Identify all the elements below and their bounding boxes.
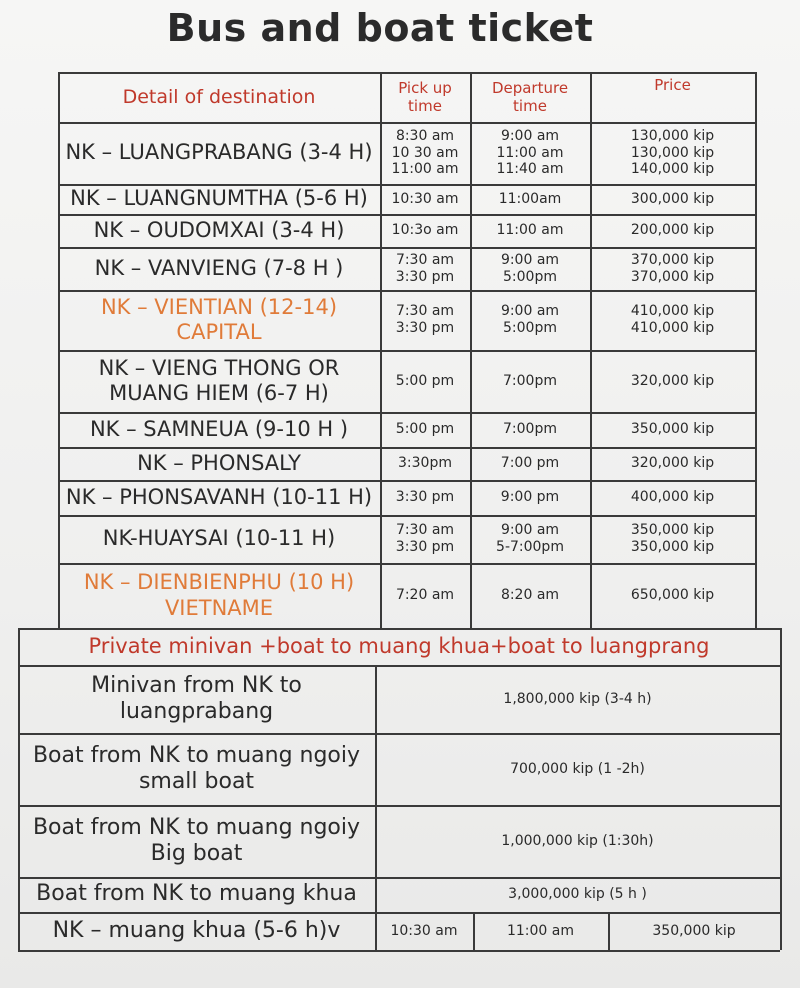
route-pickup: [380, 563, 470, 628]
route-destination-line: NK – VANVIENG (7-8 H ): [94, 255, 344, 280]
row-divider: [18, 733, 780, 735]
route-price-value: 370,000 kip: [630, 268, 715, 285]
row-divider: [18, 628, 780, 630]
pickup-time: 3:30 pm: [395, 539, 455, 555]
route-price: [590, 122, 755, 184]
private-route-line: Minivan from NK to: [91, 672, 302, 698]
route-departure: [470, 412, 590, 447]
header-departure-line: Departure: [491, 79, 569, 97]
private-route-price: 1,800,000 kip (3-4 h): [503, 690, 652, 707]
pickup-time: 10 30 am: [391, 144, 459, 161]
route-destination-line: NK – SAMNEUA (9-10 H ): [89, 416, 349, 441]
private-route-line: luangprabang: [119, 699, 274, 724]
route-pickup: [380, 290, 470, 350]
route-destination-line: MUANG HIEM (6-7 H): [109, 381, 329, 405]
departure-time: 8:20 am: [500, 587, 560, 604]
route-price-value: 370,000 kip: [630, 251, 715, 268]
route-price: [590, 214, 755, 247]
route-pickup: [380, 122, 470, 184]
row-divider: [18, 877, 780, 879]
row-divider: [58, 412, 755, 414]
header-departure-line: time: [513, 97, 547, 115]
route-price: [590, 480, 755, 515]
route-departure: [470, 184, 590, 214]
private-route-destination: [18, 665, 375, 733]
column-divider: [755, 72, 757, 628]
row-divider: [58, 563, 755, 565]
last-route-pickup: 10:30 am: [390, 922, 458, 939]
row-divider: [58, 214, 755, 216]
departure-time: 5:00pm: [503, 268, 557, 285]
route-destination-line: NK – VIENTIAN (12-14): [100, 294, 338, 319]
last-route-destination: NK – muang khua (5-6 h)v: [52, 917, 341, 943]
column-divider: [380, 72, 382, 628]
pickup-time: 3:30 pm: [395, 489, 455, 506]
departure-time: 9:00 am: [500, 303, 560, 320]
route-price: [590, 412, 755, 447]
route-price-value: 650,000 kip: [630, 587, 715, 604]
route-price-value: 410,000 kip: [630, 320, 715, 336]
route-price-value: 130,000 kip: [630, 127, 715, 144]
departure-time: 9:00 am: [500, 251, 560, 268]
page-title: Bus and boat ticket: [166, 6, 594, 50]
pickup-time: 10:3o am: [391, 222, 459, 239]
row-divider: [58, 247, 755, 249]
row-divider: [58, 290, 755, 292]
route-destination-line: NK – PHONSAVANH (10-11 H): [65, 484, 373, 509]
departure-time: 9:00 am: [500, 522, 560, 539]
pickup-time: 10:30 am: [391, 190, 459, 207]
route-pickup: [380, 184, 470, 214]
private-route-destination: [18, 877, 375, 912]
departure-time: 11:00 am: [496, 222, 564, 239]
private-route-line: Boat from NK to muang khua: [36, 881, 357, 907]
route-price-value: 410,000 kip: [630, 303, 715, 320]
row-divider: [18, 950, 780, 952]
route-price-value: 320,000 kip: [630, 455, 715, 472]
route-pickup: [380, 447, 470, 480]
route-price: [590, 290, 755, 350]
route-pickup: [380, 480, 470, 515]
route-destination: [58, 247, 380, 290]
row-divider: [58, 447, 755, 449]
departure-time: 7:00pm: [503, 372, 557, 389]
route-departure: [470, 290, 590, 350]
route-pickup: [380, 412, 470, 447]
private-route-line: small boat: [138, 769, 255, 794]
private-route-price: 1,000,000 kip (1:30h): [501, 832, 654, 849]
route-departure: [470, 515, 590, 563]
header-departure: [470, 72, 590, 122]
last-route-price: 350,000 kip: [652, 922, 736, 939]
pickup-time: 7:30 am: [395, 251, 455, 268]
route-destination: [58, 290, 380, 350]
header-destination: Detail of destination: [122, 85, 316, 108]
route-price-value: 300,000 kip: [630, 190, 715, 207]
departure-time: 5:00pm: [503, 320, 557, 336]
departure-time: 7:00 pm: [500, 455, 560, 472]
row-divider: [58, 184, 755, 186]
private-route-price: 700,000 kip (1 -2h): [510, 760, 645, 777]
route-destination: [58, 447, 380, 480]
column-divider: [18, 628, 20, 950]
row-divider: [58, 480, 755, 482]
route-departure: [470, 480, 590, 515]
route-price: [590, 184, 755, 214]
route-destination-line: NK – OUDOMXAI (3-4 H): [93, 217, 345, 242]
route-destination: [58, 480, 380, 515]
pickup-time: 8:30 am: [395, 127, 455, 144]
route-destination: [58, 515, 380, 563]
private-route-destination: [18, 805, 375, 877]
route-price: [590, 247, 755, 290]
departure-time: 11:00am: [498, 190, 562, 207]
route-destination: [58, 412, 380, 447]
header-pickup-line: time: [408, 97, 442, 115]
departure-time: 11:40 am: [496, 161, 564, 178]
private-route-price: 3,000,000 kip (5 h ): [508, 886, 647, 903]
route-destination-line: NK – PHONSALY: [137, 450, 301, 475]
last-route-departure: 11:00 am: [506, 922, 574, 939]
departure-time: 11:00 am: [496, 144, 564, 161]
route-price-value: 130,000 kip: [630, 144, 715, 161]
route-price-value: 200,000 kip: [630, 222, 715, 239]
private-section-title: Private minivan +boat to muang khua+boat to luangprang: [88, 633, 710, 658]
route-price-value: 400,000 kip: [630, 489, 715, 506]
pickup-time: 5:00 pm: [395, 372, 455, 389]
route-departure: [470, 247, 590, 290]
pickup-time: 3:30 pm: [395, 320, 455, 336]
route-destination: [58, 214, 380, 247]
column-divider: [375, 665, 377, 950]
route-destination-line: NK – VIENG THONG OR: [98, 355, 340, 380]
private-route-line: Boat from NK to muang ngoiy: [32, 742, 361, 768]
route-departure: [470, 350, 590, 412]
route-price: [590, 515, 755, 563]
route-destination: [58, 184, 380, 214]
private-route-line: Boat from NK to muang ngoiy: [32, 814, 361, 840]
column-divider: [780, 628, 782, 950]
header-pickup: [380, 72, 470, 122]
route-price: [590, 350, 755, 412]
route-price: [590, 447, 755, 480]
route-price-value: 350,000 kip: [630, 539, 715, 555]
header-price: Price: [654, 76, 691, 94]
row-divider: [58, 122, 755, 124]
row-divider: [18, 665, 780, 667]
row-divider: [58, 350, 755, 352]
route-price-value: 350,000 kip: [630, 421, 715, 438]
pickup-time: 7:30 am: [395, 303, 455, 320]
route-destination-line: VIETNAME: [164, 595, 274, 620]
departure-time: 9:00 am: [500, 127, 560, 144]
route-departure: [470, 122, 590, 184]
route-destination-line: CAPITAL: [176, 320, 262, 344]
route-pickup: [380, 515, 470, 563]
departure-time: 5-7:00pm: [496, 539, 564, 555]
private-route-destination: [18, 733, 375, 805]
departure-time: 9:00 pm: [500, 489, 560, 506]
private-route-line: Big boat: [150, 841, 243, 866]
route-pickup: [380, 247, 470, 290]
route-destination-line: NK-HUAYSAI (10-11 H): [102, 526, 336, 551]
route-price: [590, 563, 755, 628]
pickup-time: 3:30 pm: [395, 268, 455, 285]
pickup-time: 11:00 am: [391, 161, 459, 178]
route-destination: [58, 563, 380, 628]
route-price-value: 350,000 kip: [630, 522, 715, 539]
route-destination: [58, 350, 380, 412]
route-destination-line: NK – DIENBIENPHU (10 H): [83, 570, 355, 595]
row-divider: [18, 805, 780, 807]
route-departure: [470, 447, 590, 480]
route-destination: [58, 122, 380, 184]
column-divider: [58, 72, 60, 628]
row-divider: [58, 515, 755, 517]
header-pickup-line: Pick up: [398, 79, 452, 97]
route-price-value: 320,000 kip: [630, 372, 715, 389]
departure-time: 7:00pm: [503, 421, 557, 438]
route-departure: [470, 563, 590, 628]
pickup-time: 5:00 pm: [395, 421, 455, 438]
route-departure: [470, 214, 590, 247]
column-divider: [473, 912, 475, 950]
column-divider: [608, 912, 610, 950]
row-divider: [18, 912, 780, 914]
column-divider: [590, 72, 592, 628]
column-divider: [470, 72, 472, 628]
route-destination-line: NK – LUANGPRABANG (3-4 H): [65, 140, 373, 165]
pickup-time: 7:20 am: [395, 587, 455, 604]
route-destination-line: NK – LUANGNUMTHA (5-6 H): [70, 186, 368, 211]
route-pickup: [380, 350, 470, 412]
pickup-time: 3:30pm: [398, 455, 452, 472]
route-price-value: 140,000 kip: [630, 161, 715, 178]
row-divider: [58, 72, 755, 74]
pickup-time: 7:30 am: [395, 522, 455, 539]
route-pickup: [380, 214, 470, 247]
